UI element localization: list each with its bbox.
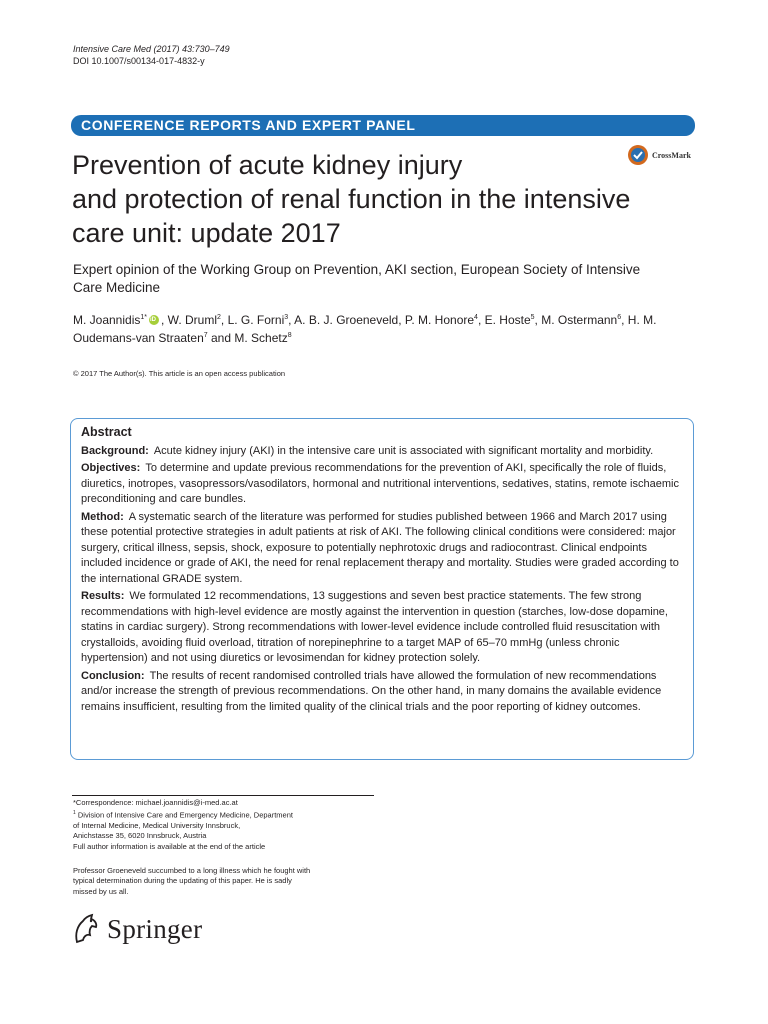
note-line: missed by us all. [73,886,129,896]
author-name[interactable]: , L. G. Forni [220,313,285,327]
orcid-icon[interactable] [149,315,159,325]
section-label: Conclusion: [81,669,145,682]
abstract-box [70,418,694,760]
footnote-divider [72,795,374,796]
author-name[interactable]: , E. Hoste [477,313,531,327]
author-affiliation: 7 [203,332,208,339]
title-line: care unit: update 2017 [72,218,341,248]
abstract-objectives [81,461,684,508]
affiliation-line: of Internal Medicine, Medical University Innsbruck, [73,821,241,831]
crossmark-label: CrossMark [652,150,691,160]
section-text: To determine and update previous recommendations for the prevention of AKI, specifically the role of fluids, diuretics, inotropes, vasopressors/vasodilators, hormonal and nutritional interventions, sedatives, statins, remote ischaemic preconditioning and care bundles. [81,462,679,505]
springer-horse-icon [71,912,101,946]
author-affiliation: 2 [217,314,221,321]
author-affiliation: 6 [617,314,622,321]
license-statement: © 2017 The Author(s). This article is an open access publication [73,369,286,378]
article-title [72,148,632,250]
article-subtitle: Expert opinion of the Working Group on Prevention, AKI section, European Society of Intensive Care Medicine [73,262,641,295]
correspondence-email[interactable]: *Correspondence: michael.joannidis@i-med.ac.at [73,798,238,807]
author-name[interactable]: and M. Schetz [207,331,288,345]
crossmark-icon [627,144,649,166]
journal-citation: Intensive Care Med (2017) 43:730–749 [73,44,230,54]
abstract-results [81,589,684,667]
section-label: Results: [81,590,125,602]
full-author-info: Full author information is available at the end of the article [73,841,266,851]
crossmark-badge[interactable] [627,142,699,168]
author-affiliation: 4 [474,314,478,321]
author-affiliation: 8 [287,332,292,339]
section-text: The results of recent randomised controlled trials have allowed the formulation of new recommendations and/or increase the strength of previous recommendations. On the other hand, in many domains the available evidence remains insufficient, resulting from the limited quality of the clinical trials and the poor reporting of kidney outcomes. [81,669,662,713]
publisher-logo [71,912,202,946]
author-name[interactable]: , W. Druml [161,313,217,327]
affiliation-line: Anichstasse 35, 6020 Innsbruck, Austria [73,831,207,841]
section-label: Background: [81,444,149,457]
author-name[interactable]: , M. Ostermann [534,313,618,327]
section-text: A systematic search of the literature was performed for studies published between 1966 and March 2017 using these potential protective strategies in adult patients at risk of AKI. The following clinical conditions were considered: major surgery, critical illness, sepsis, shock, exposure to potentially nephrotoxic drugs and radiocontrast. Clinical endpoints included incidence or grade of AKI, the need for renal replacement therapy and mortality. Studies were graded according to the international GRADE system. [81,510,679,585]
note-line: Professor Groeneveld succumbed to a long illness which he fought with [73,866,311,875]
abstract-method [81,510,684,588]
author-affiliation: 5 [530,314,535,321]
abstract-heading: Abstract [81,425,132,439]
section-label: Method: [81,510,124,523]
author-name[interactable]: , H. M. Oudemans-van Straaten [73,313,657,345]
abstract-background [81,444,684,460]
author-affiliation: 3 [284,314,289,321]
abstract-conclusion [81,669,684,716]
footnotes [73,798,373,852]
article-type-banner: CONFERENCE REPORTS AND EXPERT PANEL [71,115,695,136]
memorial-note [73,866,373,897]
note-line: typical determination during the updating of this paper. He is sadly [73,876,292,886]
publisher-wordmark: Springer [107,913,203,944]
doi-link[interactable]: DOI 10.1007/s00134-017-4832-y [73,56,205,66]
journal-header [73,43,230,67]
author-name[interactable]: , A. B. J. Groeneveld, P. M. Honore [288,313,475,327]
title-line: and protection of renal function in the intensive [72,184,631,214]
section-label: Objectives: [81,462,141,474]
affiliation-number: 1 [73,810,76,817]
title-line: Prevention of acute kidney injury [72,150,463,180]
affiliation-line: Division of Intensive Care and Emergency Medicine, Department [77,810,293,820]
author-name[interactable]: M. Joannidis [73,313,141,327]
section-text: Acute kidney injury (AKI) in the intensive care unit is associated with significant mortality and morbidity. [153,444,654,457]
author-list [73,311,683,347]
affiliation [73,808,373,821]
author-affiliation: 1* [140,314,147,321]
section-text: We formulated 12 recommendations, 13 suggestions and seven best practice statements. The few strong recommendations with high-level evidence are mostly against the intervention in question (starches, low-dose dopamine, statins in cardiac surgery). Strong recommendations with lower-level evidence include controlled fluid resuscitation with crystalloids, avoiding fluid overload, titration of norepinephrine to a target MAP of 65–70 mmHg (unless chronic hypertension) and not using diuretics or levosimendan for kidney protection solely. [81,590,668,664]
